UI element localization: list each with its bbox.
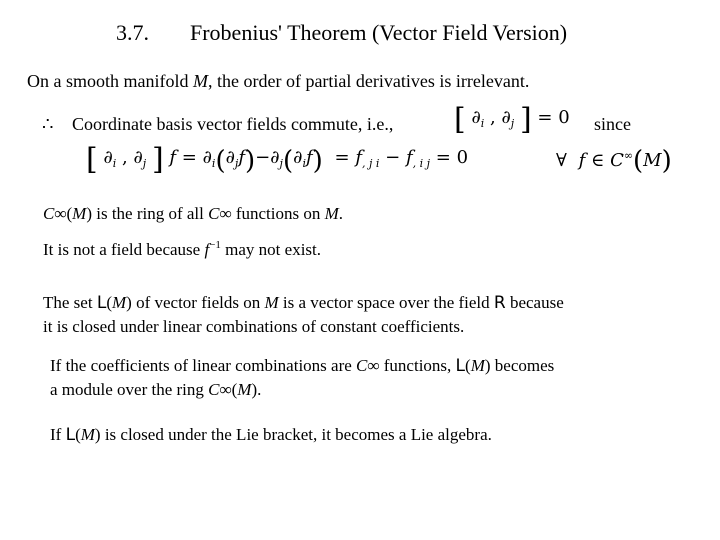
commutator-equation: [ $\partial_i$ , $\partial_j$ ] = 0 bbox=[454, 102, 570, 137]
since-label: since bbox=[594, 114, 631, 134]
script-l-symbol: L bbox=[65, 425, 76, 445]
intro-line: On a smooth manifold M, the order of partial derivatives is irrelevant. bbox=[27, 71, 530, 91]
module-line-1: If the coefficients of linear combinations are C∞ functions, L(M) becomes bbox=[50, 356, 555, 376]
derivation-equation: [ $\partial_i$ , $\partial_j$ ] $f = \partial_i(\partial_jf)-\partial_j(\partial_if) = f_{, j i} - f_{, i j} = 0$ bbox=[86, 142, 469, 177]
script-l-symbol: L bbox=[455, 356, 466, 376]
ring-definition: C∞(M) is the ring of all C∞ functions on M. bbox=[43, 204, 344, 223]
vector-space-line-1: The set L(M) of vector fields on M is a vector space over the field R because bbox=[43, 293, 564, 313]
forall-condition: ∀ f ∈ C∞(M) bbox=[556, 146, 672, 176]
script-l-symbol: L bbox=[96, 293, 107, 313]
real-field-symbol: R bbox=[493, 293, 506, 313]
therefore-symbol: ∴ bbox=[42, 114, 54, 134]
lie-algebra-line: If L(M) is closed under the Lie bracket, it becomes a Lie algebra. bbox=[50, 425, 492, 445]
section-number: 3.7. bbox=[116, 20, 149, 45]
slide-title: Frobenius' Theorem (Vector Field Version) bbox=[190, 20, 568, 45]
not-field-line: It is not a field because $f^{-1}$ may not exist. bbox=[43, 239, 322, 259]
module-line-2: a module over the ring C∞(M). bbox=[50, 380, 262, 399]
commute-statement: Coordinate basis vector fields commute, i.e., bbox=[72, 114, 394, 134]
vector-space-line-2: it is closed under linear combinations of constant coefficients. bbox=[43, 317, 465, 336]
